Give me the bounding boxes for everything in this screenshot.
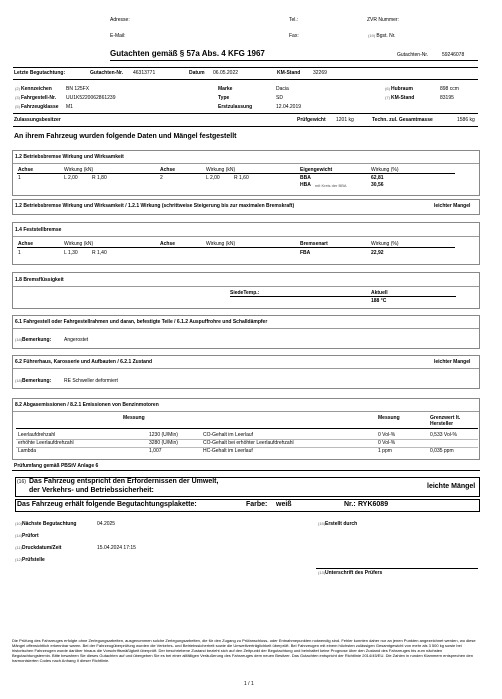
marke-label: Marke xyxy=(218,86,233,92)
emission-grenz: 0,533 Vol-% xyxy=(430,432,457,438)
section-title: 1.2 Betriebsbremse Wirkung und Wirksamkeit / 1.2.1 Wirkung (schrittweise Steigerung bis zur maximalen Bremskraft) xyxy=(15,203,295,209)
hubraum: 898 ccm xyxy=(440,86,459,92)
tel-label: Tel.: xyxy=(289,17,299,23)
pruefstelle-label: (12)Prüfstelle xyxy=(15,557,45,563)
pruefumfang: Prüfumfang gemäß PBStV Anlage 6 xyxy=(14,463,99,469)
intro-heading: An ihrem Fahrzeug wurden folgende Daten und Mängel festgestellt xyxy=(14,133,237,140)
fax-label: Fax: xyxy=(289,33,299,39)
circle-number: (7) xyxy=(385,95,390,100)
fahrgestell: UU1K5220062861239 xyxy=(66,95,116,101)
erstzulassung-label: Erstzulassung xyxy=(218,104,253,110)
signature-line xyxy=(316,568,478,569)
emission-grenz: 0,035 ppm xyxy=(430,448,454,454)
circle-number: (16) xyxy=(17,479,26,485)
letzte-label: Letzte Begutachtung: xyxy=(14,70,66,76)
bemerkung-label: (18)Bemerkung: xyxy=(15,337,52,343)
review-km: 32269 xyxy=(313,70,327,76)
klasse-label: (5)Fahrzeugklasse xyxy=(15,104,59,110)
emission-mess: 0 Vol-% xyxy=(378,432,396,438)
emission-mess: 1 ppm xyxy=(378,448,392,454)
cell: 1 xyxy=(18,250,21,256)
farbe: weiß xyxy=(276,501,292,508)
col-header: Messung xyxy=(123,415,145,421)
nr-label: Nr.: xyxy=(344,501,356,508)
section-title: 6.2 Führerhaus, Karosserie und Aufbauten / 6.2.1 Zustand xyxy=(15,359,153,365)
cell: L 2,00 xyxy=(206,175,220,181)
circle-number: (12) xyxy=(15,557,23,562)
section-title: 1.2 Betriebsbremse Wirkung und Wirksamkeit xyxy=(15,154,124,160)
typ: SD xyxy=(276,95,283,101)
gesamtmasse: 1586 kg xyxy=(457,117,475,123)
emission-val: 1230 (U/Min) xyxy=(149,432,178,438)
emission-name: Lambda xyxy=(18,448,37,454)
divider xyxy=(13,286,479,287)
cell: L 1,30 xyxy=(64,250,78,256)
cell: 62,81 xyxy=(371,175,384,181)
plakette-label: Das Fahrzeug erhält folgende Begutachtungsplakette: xyxy=(17,501,197,508)
fahrgestell-label: (3)Fahrgestell-Nr. xyxy=(15,95,57,101)
circle-number: (3) xyxy=(15,95,20,100)
unterschrift-label: (13)Unterschrift des Prüfers xyxy=(318,570,383,576)
section-title: 1.8 Bremsflüssigkeit xyxy=(15,277,64,283)
divider xyxy=(13,126,478,127)
emission-desc: HC-Gehalt im Leerlauf xyxy=(203,448,253,454)
cell: 22,92 xyxy=(371,250,384,256)
divider xyxy=(13,328,479,329)
circle-number: (13) xyxy=(318,570,326,575)
review-datum-label: Datum xyxy=(189,70,205,76)
adresse-label: Adresse: xyxy=(110,17,130,23)
km: 83195 xyxy=(440,95,454,101)
col-header: Grenzwert lt. Hersteller xyxy=(430,415,461,427)
col-header: Wirkung (kN) xyxy=(206,241,236,247)
bemerkung: Angerostet xyxy=(64,337,89,343)
circle-number: (11) xyxy=(15,545,22,550)
emission-val: 1,007 xyxy=(149,448,162,454)
status: leichter Mangel xyxy=(434,203,471,209)
col-header: Messung xyxy=(378,415,400,421)
page-title: Gutachten gemäß § 57a Abs. 4 KFG 1967 xyxy=(110,49,265,58)
circle-number: (19) xyxy=(368,33,376,38)
col-header: Bremsenart xyxy=(300,241,328,247)
review-km-label: KM-Stand xyxy=(277,70,301,76)
col-header: Wirkung (%) xyxy=(371,167,399,173)
pruefgewicht: 1201 kg xyxy=(336,117,354,123)
emission-desc: CO-Gehalt bei erhöhter Leerlaufdrehzahl xyxy=(203,440,294,446)
circle-number: (15) xyxy=(318,521,326,526)
naechste: 04.2025 xyxy=(97,521,116,527)
klasse: M1 xyxy=(66,104,73,110)
col-header: Aktuell xyxy=(371,290,388,296)
divider xyxy=(17,247,455,248)
page-number: 1 / 1 xyxy=(244,681,254,687)
marke: Dacia xyxy=(276,86,289,92)
kennzeichen-label: (2)Kennzeichen xyxy=(15,86,52,92)
siedetemp-value: 188 °C xyxy=(371,298,387,304)
cell: R 1,60 xyxy=(234,175,249,181)
cell: 1 xyxy=(18,175,21,181)
cell: 30,56 xyxy=(371,182,384,188)
bgst-label: (19) Bgst. Nr. xyxy=(368,33,396,39)
divider xyxy=(16,428,478,429)
emission-val: 3280 (U/Min) xyxy=(149,440,178,446)
result-text-line1: Das Fahrzeug entspricht den Erfordernissen der Umwelt, xyxy=(29,478,219,485)
status: leichter Mangel xyxy=(434,359,471,365)
result-text-line2: der Verkehrs- und Betriebssicherheit: xyxy=(29,487,154,494)
col-header: Achse xyxy=(18,241,34,247)
bemerkung: RE Schweller deformiert xyxy=(64,378,118,384)
col-header: Wirkung (kN) xyxy=(64,167,94,173)
col-header: Achse xyxy=(160,241,176,247)
typ-label: Type xyxy=(218,95,230,101)
divider xyxy=(13,411,479,412)
disclaimer: Die Prüfung des Fahrzeuges erfolgte ohne Zerlegungsarbeiten, ausgenommen solche Zerlegungsarbeiten, die für den Zugang zu Prüfanschluss- oder Entnahmepunkten notwendig sind. Fehler konnten daher nur an jenen Punkten angezeichnet werden, wo diese Mängel offensichtlich erkennbar waren. Bei der Fahrzeugüberprüfung wurden die Verkehrs- und Betriebssicherheit sowie die Umweltverträglichkeit überprüft. Bei Fahrzeugen mit einem höchsten zulässigen Gesamtgewicht von mehr als 3 500 kg sowie bei historischen Fahrzeugen wurde darüber hinaus die Vorschriftsmäßigkeit überprüft. Der beschriebene Zustand bezieht sich auf den Zeitpunkt der Begutachtung und beinhaltet keine Prognose über den Zustand des Fahrzeuges bis zum nächsten Begutachtungstermin. Bitte bewahren Sie dieses Gutachten auf und übergeben Sie es bei einer allfälligen Veräußerung des Fahrzeuges dem neuen Besitzer. Das Gutachten entspricht der Richtlinie 2014/45/EU. Die Zahlen in runden Klammern entsprechen den harmonisierten Codes nach Anhang II dieser Richtlinie. xyxy=(12,638,476,663)
bemerkung-label: (18)Bemerkung: xyxy=(15,378,52,384)
divider xyxy=(13,113,478,114)
review-gutachten-nr: 46313771 xyxy=(133,70,156,76)
druckdatum: 15.04.2024 17:15 xyxy=(97,545,136,551)
circle-number: (18) xyxy=(15,337,23,342)
cell: HBA xyxy=(300,182,311,188)
col-header: Eigengewicht xyxy=(300,167,333,173)
col-header: Wirkung (%) xyxy=(371,241,399,247)
pruefort-label: (14)Prüfort xyxy=(15,533,39,539)
cell: L 2,00 xyxy=(64,175,78,181)
divider xyxy=(13,79,478,80)
erstzulassung: 12.04.2019 xyxy=(276,104,302,110)
nr: RYK6089 xyxy=(358,501,389,508)
zvr-label: ZVR Nummer: xyxy=(367,17,399,23)
circle-number: (10) xyxy=(15,521,23,526)
cell: R 1,80 xyxy=(92,175,107,181)
pruefgewicht-label: Prüfgewicht xyxy=(297,117,326,123)
divider xyxy=(12,470,480,471)
naechste-label: (10)Nächste Begutachtung xyxy=(15,521,77,527)
circle-number: (18) xyxy=(15,378,23,383)
email-label: E-Mail: xyxy=(110,33,126,39)
cell: FBA xyxy=(300,250,311,256)
km-label: (7)KM-Stand xyxy=(385,95,415,101)
circle-number: (6) xyxy=(385,86,390,91)
divider xyxy=(230,296,456,297)
circle-number: (2) xyxy=(15,86,20,91)
divider xyxy=(13,163,479,164)
gutachten-nr: 59246078 xyxy=(442,52,465,58)
zulassungsbesitzer-label: Zulassungsbesitzer xyxy=(14,117,61,123)
druckdatum-label: (11)Druckdatum/Zeit xyxy=(15,545,62,551)
result-status: leichte Mängel xyxy=(427,483,476,490)
farbe-label: Farbe: xyxy=(246,501,268,508)
review-gutachten-label: Gutachten-Nr. xyxy=(90,70,124,76)
emission-mess: 0 Vol-% xyxy=(378,440,396,446)
title-underline xyxy=(110,60,478,61)
circle-number: (5) xyxy=(15,104,20,109)
cell: 2 xyxy=(160,175,163,181)
emission-name: erhöhte Leerlaufdrehzahl xyxy=(18,440,74,446)
divider xyxy=(13,368,479,369)
section-title: 6.1 Fahrgestell oder Fahrgestellrahmen und daran, befestigte Teile / 6.1.2 Auspuffrohre und Schalldämpfer xyxy=(15,319,268,325)
col-header: Achse xyxy=(160,167,176,173)
cell-note: mit Kreis der BBA xyxy=(315,183,347,188)
circle-number: (14) xyxy=(15,533,23,538)
kennzeichen: BN 125FX xyxy=(66,86,90,92)
cell: BBA xyxy=(300,175,311,181)
cell: R 1,40 xyxy=(92,250,107,256)
emission-name: Leerlaufdrehzahl xyxy=(18,432,56,438)
siedetemp-label: SiedeTemp.: xyxy=(230,290,260,296)
review-datum: 06.05.2022 xyxy=(213,70,239,76)
col-header: Achse xyxy=(18,167,34,173)
divider xyxy=(17,173,455,174)
col-header: Wirkung (kN) xyxy=(64,241,94,247)
divider xyxy=(13,67,478,68)
hubraum-label: (6)Hubraum xyxy=(385,86,413,92)
erstellt-label: (15)Erstellt durch xyxy=(318,521,358,527)
divider xyxy=(13,236,479,237)
section-title: 8.2 Abgasemissionen / 8.2.1 Emissionen von Benzinmotoren xyxy=(15,402,159,408)
emission-desc: CO-Gehalt im Leerlauf xyxy=(203,432,254,438)
section-title: 1.4 Feststellbremse xyxy=(15,227,62,233)
gesamtmasse-label: Techn. zul. Gesamtmasse xyxy=(372,117,433,123)
gutachten-nr-label: Gutachten-Nr. xyxy=(397,52,429,58)
col-header: Wirkung (kN) xyxy=(206,167,236,173)
